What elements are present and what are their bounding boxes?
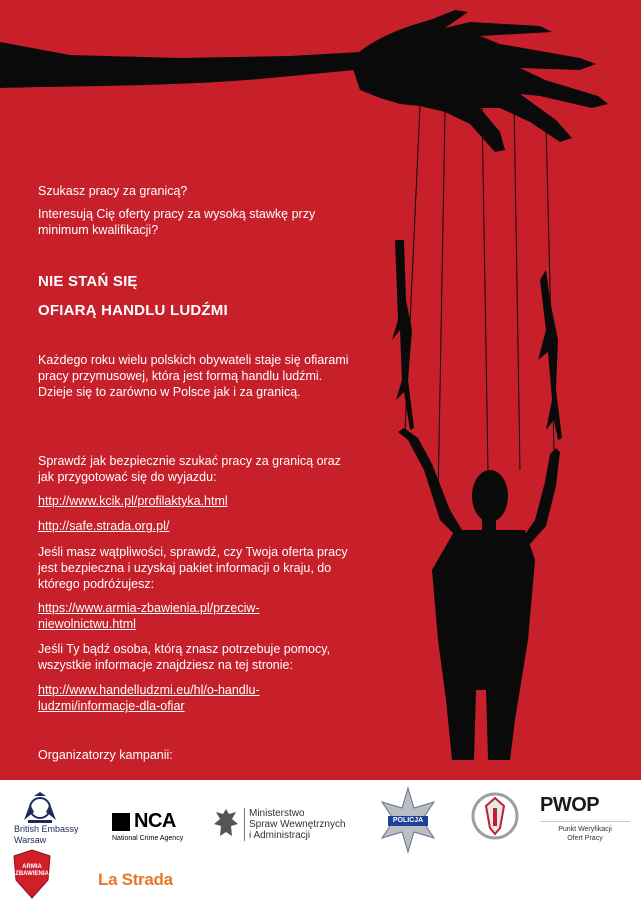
border-guard-logo [470, 788, 520, 844]
armia-line-1: ARMIA [22, 864, 42, 870]
british-embassy-line-1: British Embassy [14, 824, 79, 834]
headline-line-2: OFIARĄ HANDLU LUDŹMI [38, 302, 228, 319]
border-guard-emblem-icon [470, 788, 520, 844]
intro-question-2: Interesują Cię oferty pracy za wysoką stawkę przy minimum kwalifikacji? [38, 207, 316, 237]
nca-emblem-icon [112, 813, 130, 831]
link-armia[interactable]: https://www.armia-zbawienia.pl/przeciw-niewolnictwu.html [38, 601, 260, 631]
pwop-line-2: Ofert Pracy [567, 835, 603, 842]
puppet-head [472, 470, 508, 522]
link-strada[interactable]: http://safe.strada.org.pl/ [38, 519, 170, 533]
british-embassy-logo [14, 790, 94, 846]
nca-text: National Crime Agency [112, 835, 184, 842]
policja-label: POLICJA [392, 817, 424, 824]
puppet-torso [432, 530, 535, 760]
mswia-logo [212, 806, 362, 842]
armia-zbawienia-logo [10, 848, 54, 900]
mswia-line-1: Ministerstwo [249, 807, 305, 819]
puppet-right-arm [524, 448, 560, 544]
mswia-line-2: Spraw Wewnętrznych [249, 818, 346, 830]
pwop-logo [540, 794, 630, 843]
lastrada-mark: La Strada [98, 870, 173, 889]
armia-line-2: ZBAWIENIA [15, 871, 49, 877]
puppeteer-hand [350, 10, 608, 152]
link-handelludzmi[interactable]: http://www.handelludzmi.eu/hl/o-handlu-ludzmi/informacje-dla-ofiar [38, 683, 260, 713]
body-paragraph-2: Sprawdź jak bezpiecznie szukać pracy za granicą oraz jak przygotować się do wyjazdu: [38, 454, 341, 484]
body-paragraph-4: Jeśli Ty bądź osoba, którą znasz potrzebuje pomocy, wszystkie informacje znajdziesz na tej stronie: [38, 642, 331, 672]
link-kcik[interactable]: http://www.kcik.pl/profilaktyka.html [38, 494, 228, 508]
policja-logo [376, 786, 440, 854]
pwop-mark: PWOP [540, 794, 600, 816]
mswia-line-3: i Administracji [249, 829, 311, 841]
nca-mark: NCA [134, 810, 176, 832]
polish-eagle-icon [212, 806, 240, 842]
partner-logos [0, 780, 641, 909]
organizers-label: Organizatorzy kampanii: [38, 748, 173, 762]
puppet-left-arm [398, 428, 462, 536]
nca-logo [112, 810, 202, 842]
british-embassy-line-2: Warsaw [14, 835, 47, 845]
royal-crest-icon [20, 790, 60, 824]
intro-question-1: Szukasz pracy za granicą? [38, 184, 188, 198]
pwop-line-1: Punkt Weryfikacji [558, 826, 612, 833]
lastrada-logo [98, 870, 173, 890]
body-paragraph-3: Jeśli masz wątpliwości, sprawdź, czy Twoja oferta pracy jest bezpieczna i uzyskaj pakiet informacji o kraju, do którego podróżujesz: [38, 545, 348, 591]
body-paragraph-1: Każdego roku wielu polskich obywateli staje się ofiarami pracy przymusowej, która jest formą handlu ludźmi. Dzieje się to zarówno w Polsce jak i za granicą. [38, 353, 349, 399]
headline-line-1: NIE STAŃ SIĘ [38, 273, 138, 290]
